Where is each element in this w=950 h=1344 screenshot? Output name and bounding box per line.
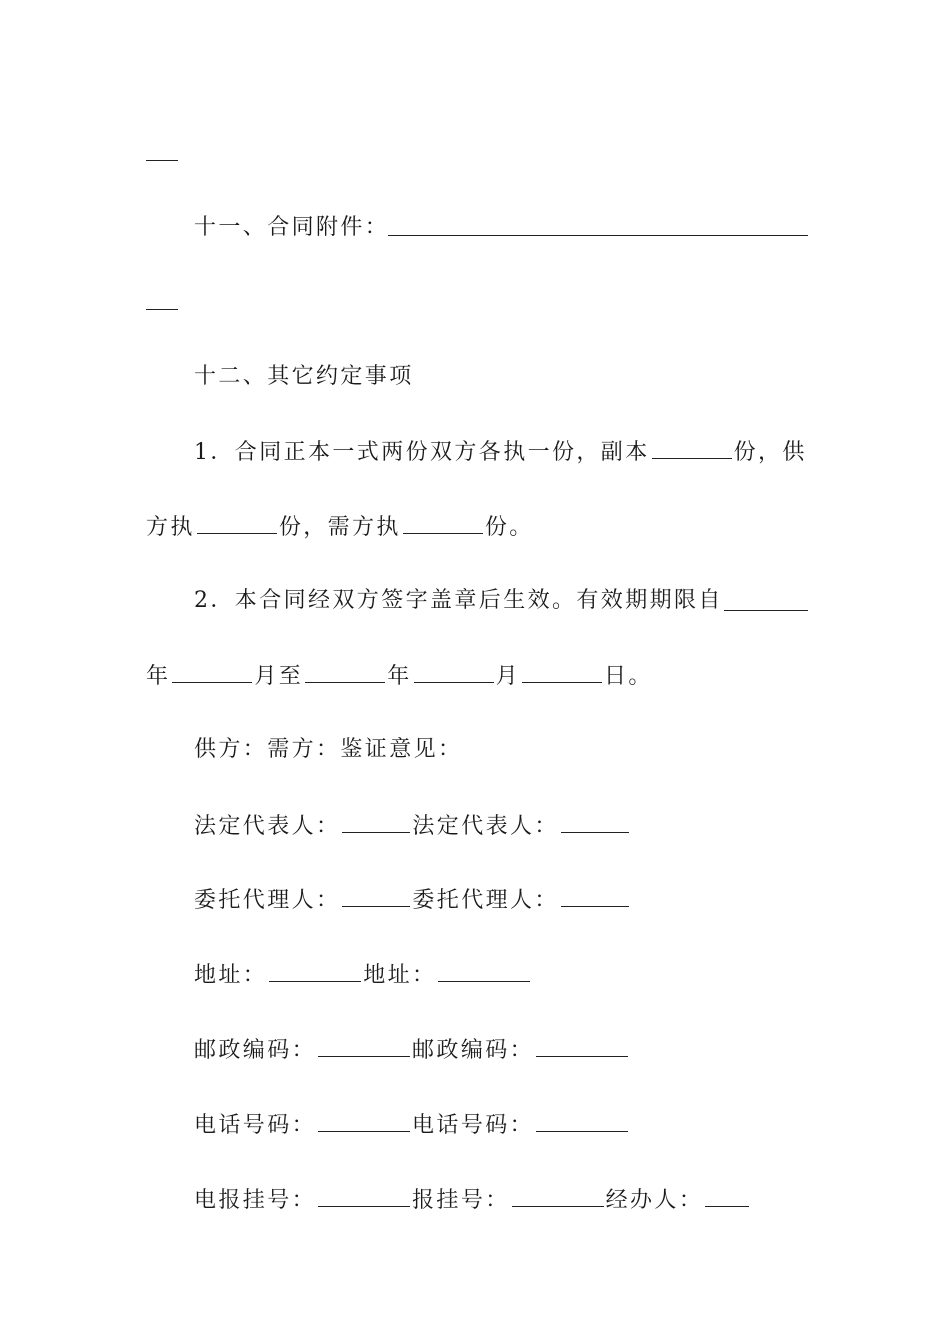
item-1-text-c: 方执 bbox=[146, 515, 195, 540]
agent-label-1: 委托代理人： bbox=[194, 888, 341, 913]
end-year-blank[interactable] bbox=[305, 660, 385, 683]
item-2-line-2 bbox=[146, 660, 810, 692]
end-day-blank[interactable] bbox=[522, 660, 602, 683]
item-2-line-1 bbox=[194, 586, 810, 616]
telegraph-blank-2[interactable] bbox=[512, 1184, 604, 1207]
end-month-blank[interactable] bbox=[414, 660, 494, 683]
item-1-line-1 bbox=[194, 436, 810, 468]
start-year-blank[interactable] bbox=[724, 610, 808, 611]
phone-label-1: 电话号码： bbox=[194, 1113, 317, 1138]
item-1-text-d: 份，需方执 bbox=[278, 515, 401, 540]
telegraph-blank-1[interactable] bbox=[318, 1184, 410, 1207]
legal-rep-blank-2[interactable] bbox=[561, 810, 629, 833]
phone-blank-2[interactable] bbox=[536, 1109, 628, 1132]
agent-label-2: 委托代理人： bbox=[412, 888, 559, 913]
address-blank-2[interactable] bbox=[438, 959, 530, 982]
start-month-blank[interactable] bbox=[172, 660, 252, 683]
item-2-text-a: 2．本合同经双方签字盖章后生效。有效期期限自 bbox=[194, 588, 723, 613]
item-1-text-b: 份，供 bbox=[733, 440, 807, 465]
address-label-1: 地址： bbox=[194, 963, 268, 988]
signature-parties bbox=[194, 735, 810, 765]
underline-continuation bbox=[146, 309, 178, 310]
legal-rep-label-1: 法定代表人： bbox=[194, 814, 341, 839]
legal-representative-row bbox=[194, 810, 810, 842]
phone-blank-1[interactable] bbox=[318, 1109, 410, 1132]
phone-label-2: 电话号码： bbox=[412, 1113, 535, 1138]
postcode-label-2: 邮政编码： bbox=[412, 1038, 535, 1063]
postcode-blank-2[interactable] bbox=[536, 1034, 628, 1057]
supplier-copies-blank[interactable] bbox=[197, 511, 277, 534]
item-2-year-2: 年 bbox=[387, 664, 412, 689]
clause-12-label: 十二、其它约定事项 bbox=[194, 364, 414, 389]
telegraph-row bbox=[194, 1184, 810, 1216]
legal-rep-blank-1[interactable] bbox=[342, 810, 410, 833]
address-label-2: 地址： bbox=[363, 963, 437, 988]
clause-11-label: 十一、合同附件： bbox=[194, 215, 390, 240]
address-row bbox=[194, 959, 810, 991]
item-1-text-a: 1．合同正本一式两份双方各执一份，副本 bbox=[194, 440, 650, 465]
telegraph-label-2: 报挂号： bbox=[412, 1188, 510, 1213]
item-2-day: 日。 bbox=[604, 664, 653, 689]
agent-blank-2[interactable] bbox=[561, 884, 629, 907]
address-blank-1[interactable] bbox=[269, 959, 361, 982]
handler-label: 经办人： bbox=[605, 1188, 704, 1213]
phone-row bbox=[194, 1109, 810, 1141]
copies-blank[interactable] bbox=[652, 436, 732, 459]
item-2-month: 月 bbox=[495, 664, 521, 689]
item-2-month-to: 月至 bbox=[254, 664, 304, 689]
handler-blank[interactable] bbox=[705, 1184, 749, 1207]
postcode-row bbox=[194, 1034, 810, 1066]
agent-blank-1[interactable] bbox=[342, 884, 410, 907]
item-1-line-2 bbox=[146, 511, 810, 543]
clause-12-heading bbox=[194, 362, 810, 392]
legal-rep-label-2: 法定代表人： bbox=[412, 814, 559, 839]
buyer-copies-blank[interactable] bbox=[403, 511, 483, 534]
clause-11-attachments bbox=[194, 213, 810, 243]
underline-continuation-top bbox=[146, 160, 178, 161]
postcode-label-1: 邮政编码： bbox=[194, 1038, 317, 1063]
parties-label: 供方：需方：鉴证意见： bbox=[194, 737, 463, 762]
item-2-year-1: 年 bbox=[146, 664, 171, 689]
postcode-blank-1[interactable] bbox=[318, 1034, 410, 1057]
item-1-text-e: 份。 bbox=[484, 515, 534, 540]
telegraph-label-1: 电报挂号： bbox=[194, 1188, 317, 1213]
agent-row bbox=[194, 884, 810, 916]
clause-11-fill-line bbox=[388, 235, 808, 236]
